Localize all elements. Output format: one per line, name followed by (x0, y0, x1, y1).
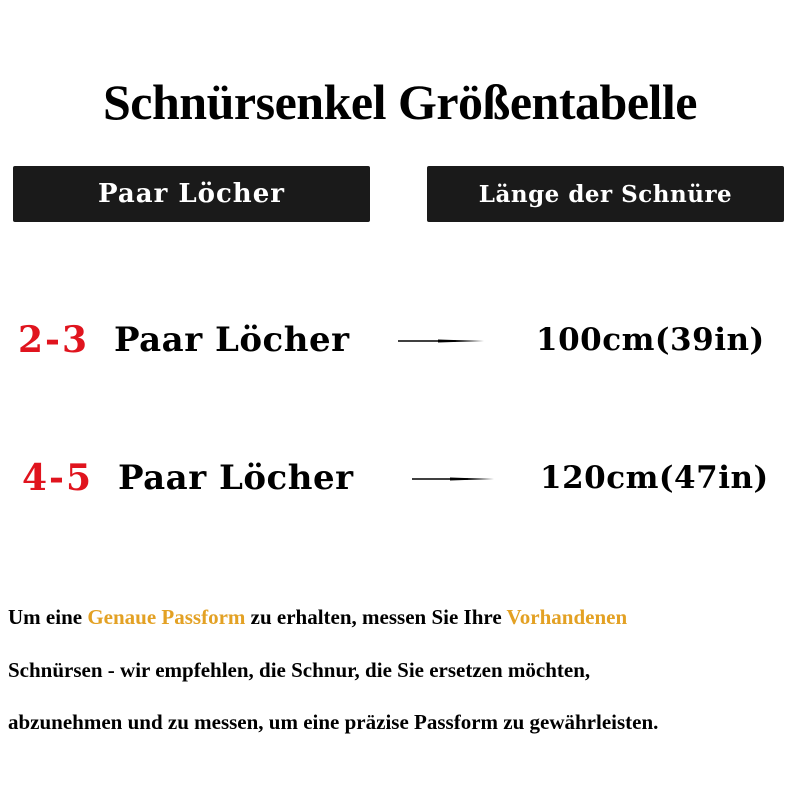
note-genaue-passform: Genaue Passform (87, 605, 246, 629)
note-line-1 (8, 592, 792, 642)
row-1-range: 2-3 (18, 319, 90, 361)
size-row-1 (0, 310, 800, 370)
note-line-1-c: zu erhalten, messen Sie Ihre (245, 605, 507, 629)
header-pair-holes-label: Paar Löcher (98, 179, 285, 209)
header-lace-length (427, 166, 784, 222)
size-row-2 (0, 448, 800, 508)
header-pair-holes (13, 166, 370, 222)
row-2-length: 120cm(47in) (540, 460, 769, 496)
header-lace-length-label: Länge der Schnüre (478, 180, 733, 208)
note-line-1-a: Um eine (8, 605, 88, 629)
row-1-label: Paar Löcher (114, 320, 350, 360)
note-line-3: abzunehmen und zu messen, um eine präzise Passform zu gewährleisten. (8, 710, 659, 734)
row-2-label: Paar Löcher (118, 458, 354, 498)
row-2-arrow-icon (412, 473, 494, 485)
page-title: Schnürsenkel Größentabelle (103, 74, 697, 130)
note-line-2: Schnürsen - wir empfehlen, die Schnur, die Sie ersetzen möchten, (8, 658, 591, 682)
note-vorhandenen: Vorhandenen (506, 605, 628, 629)
row-1-arrow-icon (398, 335, 484, 347)
row-1-length: 100cm(39in) (536, 322, 765, 358)
row-2-range: 4-5 (22, 457, 94, 499)
